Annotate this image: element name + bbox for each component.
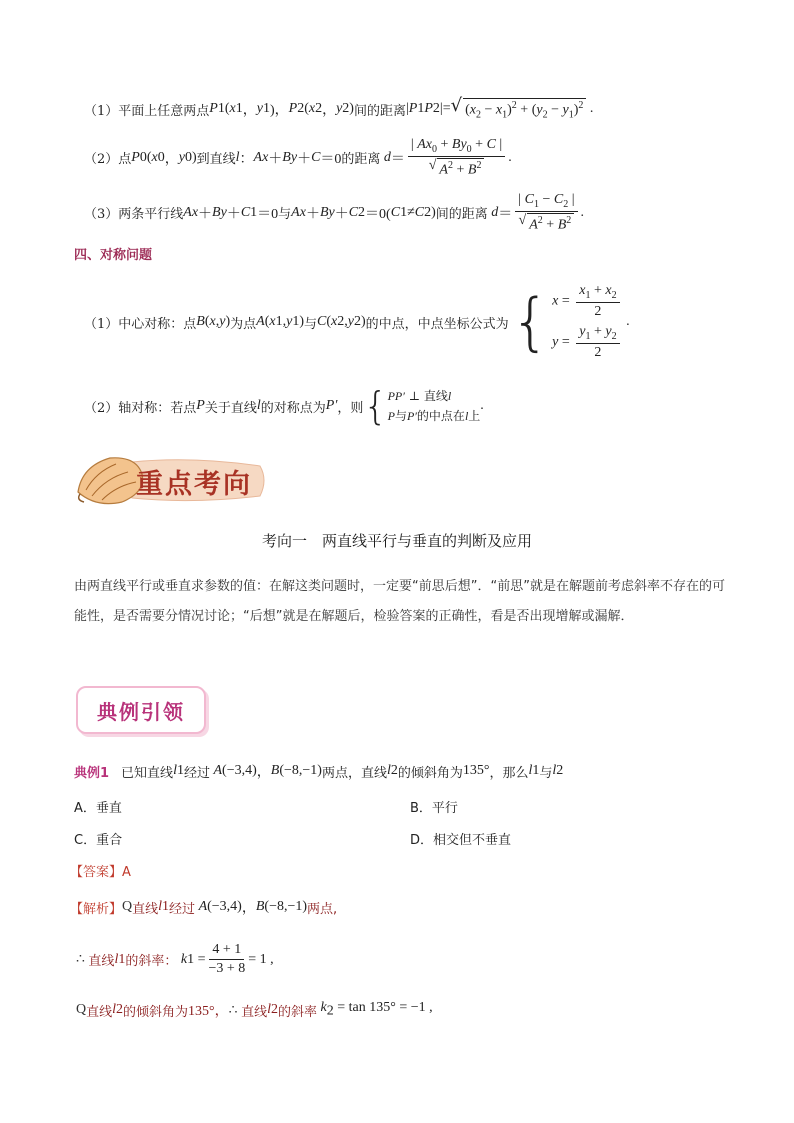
option-c-key: C． [74, 833, 97, 848]
axis-case-2c: 上 [468, 409, 481, 423]
axis-symmetry-mid3: ，则 [337, 400, 364, 416]
answer-value: A [122, 865, 131, 880]
analysis-label: 【解析】 [70, 901, 123, 917]
option-d-text: 相交但不垂直 [433, 833, 512, 848]
formula-point-line-distance: （2）点 P 0 ( x 0 ， y 0 ) 到直线 l ： Ax ＋ By ＋ C ＝0 的距离 d ＝ | $Ax_0 + By_0 + C$ | √ $A^2 + B^2$ . [84, 137, 512, 178]
analysis-2b: 的斜率： [125, 954, 178, 969]
analysis-1b: 经过 [169, 901, 196, 917]
option-b [410, 797, 458, 816]
analysis-1a: 直线 [132, 901, 159, 917]
example-text-5: ，那么 [489, 765, 529, 781]
central-symmetry-mid2: 与 [303, 316, 317, 332]
example-text-2: 经过 [183, 765, 210, 781]
analysis-1c: 两点, [307, 901, 338, 917]
formula-3-suffix: 间的距离 [435, 207, 488, 223]
analysis-2a: 直线 [88, 954, 115, 969]
topic-paragraph: 由两直线平行或垂直求参数的值：在解这类问题时，一定要“前思后想”．“前思”就是在解题前考虑斜率不存在的可能性，是否需要分情况讨论；“后想”就是在解题后，检验答案的正确性，看是否出现增解或漏解． [74, 579, 725, 624]
option-b-text: 平行 [431, 801, 458, 816]
answer-line [70, 861, 131, 880]
axis-symmetry-mid1: 关于直线 [204, 400, 257, 416]
formula-2-mid: 到直线 [196, 152, 236, 168]
central-symmetry: （1）中心对称：点 B ( x , y ) 为点 A ( x 1 , y 1 ) 与 C ( x 2 , y 2 ) 的中点，中点坐标公式为 { x = $\frac{x_1 + x_2}{2}$ y = $\frac{y_1 + y_2}{2}$ . [84, 283, 630, 360]
formula-3-mid: 与 [278, 207, 292, 223]
axis-case-2b: 的中点在 [416, 409, 465, 423]
formula-2-prefix: （2）点 [84, 152, 132, 168]
axis-symmetry: （2）轴对称：若点 P 关于直线 l 的对称点为 P′ ，则 { PP′ ⊥ 直线l P与P′的中点在l上 . [84, 384, 484, 428]
central-symmetry-mid3: 的中点，中点坐标公式为 [365, 316, 509, 332]
banner-title: 重点考向 [136, 469, 252, 500]
axis-symmetry-mid2: 的对称点为 [260, 400, 326, 416]
example-lead-label: 典例引领 [97, 699, 185, 724]
key-focus-banner [72, 452, 272, 508]
analysis-3b: 的倾斜角为 [123, 1004, 189, 1020]
option-a [74, 797, 122, 816]
example-text-6: 与 [539, 765, 553, 781]
formula-1-mid: 间的距离 [353, 103, 406, 119]
example-text-4: 的倾斜角为 [397, 765, 463, 781]
option-c-text: 重合 [96, 833, 123, 848]
option-b-key: B． [410, 801, 432, 816]
analysis-line-1: 【解析】 Q 直线 l 1 经过 A (−3,4) ， B (−8,−1) 两点, [70, 899, 338, 917]
axis-case-1: ⊥ 直线 [408, 389, 448, 403]
analysis-line-3: Q 直线 l 2 的倾斜角为 135°， ∴ 直线 l 2 的斜率 $k_2 = \tan 135^\circ = -1$ , [76, 1000, 433, 1020]
option-d [410, 829, 511, 848]
formula-2-suffix: 的距离 [341, 152, 381, 168]
option-c [74, 829, 122, 848]
example-label: 典例1 [74, 765, 110, 781]
option-a-key: A． [74, 801, 96, 816]
analysis-3d: 的斜率 [277, 1004, 317, 1020]
axis-case-2a: 与 [394, 409, 407, 423]
example-text-1: 已知直线 [121, 765, 174, 781]
analysis-3c: 直线 [241, 1004, 268, 1020]
analysis-3a: 直线 [86, 1004, 113, 1020]
formula-parallel-lines-distance: （3）两条平行线 Ax ＋ By ＋ C 1 ＝0 与 Ax ＋ By ＋ C 2 ＝0( C 1 ≠ C 2 ) 间的距离 d ＝ | $C_1 - C_2$ | √ $A^2 + B^2$ . [84, 192, 584, 233]
option-d-key: D． [410, 833, 434, 848]
formula-distance-two-points: （1）平面上任意两点 P 1 ( x 1 ， y 1 )， P 2 ( x 2 ， y 2 ) 间的距离 | P 1 P 2 |= √ $(x_2 - x_1)^2 + (y_2 - y_1)^2$ . [84, 95, 594, 121]
option-a-text: 垂直 [95, 801, 122, 816]
axis-symmetry-prefix: （2）轴对称：若点 [84, 400, 197, 416]
example-text-3: 两点，直线 [321, 765, 387, 781]
example-question: 典例1 已知直线 l 1 经过 A (−3,4) ， B (−8,−1) 两点，直线 l 2 的倾斜角为 135° ，那么 l 1 与 l 2 [74, 763, 564, 781]
formula-3-prefix: （3）两条平行线 [84, 207, 184, 223]
formula-1-prefix: （1）平面上任意两点 [84, 103, 210, 119]
analysis-line-2: ∴ 直线 l 1 的斜率： k 1 = $\frac{4 + 1}{-3 + 8}$ = 1 , [76, 942, 274, 976]
central-symmetry-mid1: 为点 [230, 316, 257, 332]
central-symmetry-prefix: （1）中心对称：点 [84, 316, 197, 332]
topic-title: 考向一 两直线平行与垂直的判断及应用 [261, 532, 532, 550]
section-heading-symmetry: 四、对称问题 [74, 248, 153, 263]
answer-label: 【答案】 [70, 865, 123, 880]
example-lead-box [76, 686, 206, 734]
